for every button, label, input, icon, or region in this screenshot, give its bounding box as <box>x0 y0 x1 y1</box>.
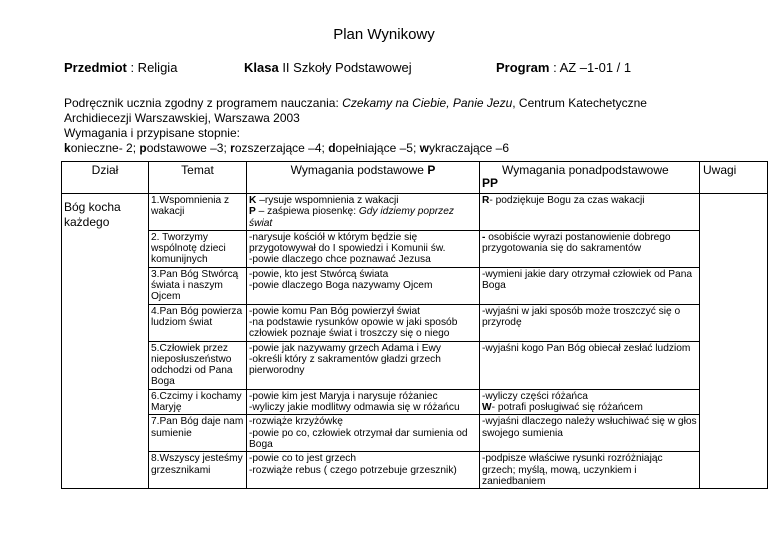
grade-text: opełniające –5; <box>335 141 420 155</box>
ponadpodstawowe-cell <box>480 230 700 267</box>
header-podstawowe <box>247 162 480 194</box>
grade-letter: w <box>419 141 429 155</box>
table-row <box>62 341 768 389</box>
podstawowe-cell: -powie co to jest grzech -rozwiąże rebus ( czego potrzebuje grzesznik) <box>247 452 480 489</box>
intro-block <box>64 96 754 156</box>
grade-code: P <box>249 206 256 218</box>
program-field <box>496 60 631 75</box>
header-ponadpodstawowe <box>480 162 700 194</box>
requirement-line: -wyliczy części różańca <box>482 390 588 402</box>
temat-cell: 8.Wszyscy jesteśmy grzesznikami <box>149 452 247 489</box>
class-label: Klasa <box>244 60 279 75</box>
requirement-line <box>249 195 477 206</box>
podstawowe-cell: -narysuje kościół w którym będzie się przygotowywał do I spowiedzi i Komunii św. -powie dlaczego chce poznawać Jezusa <box>247 230 480 267</box>
song-title: Gdy idziemy poprzez świat <box>249 206 454 229</box>
requirement-text: osobiście wyrazi postanowienie dobrego przygotowania się do sakramentów <box>482 231 671 255</box>
podstawowe-cell: -powie komu Pan Bóg powierzył świat -na podstawie rysunków opowie w jaki sposób człowiek poznaje świat i troszczy się o niego <box>247 304 480 341</box>
requirement-line <box>249 206 477 229</box>
requirement-text: - potrafi posługiwać się różańcem <box>491 402 643 414</box>
table-row <box>62 415 768 452</box>
ponadpodstawowe-cell: -podpisze właściwe rysunki rozróżniając grzech; myślą, mową, uczynkiem i zaniedbaniem <box>480 452 700 489</box>
requirement-text: - podziękuje Bogu za czas wakacji <box>489 195 645 206</box>
class-field <box>244 60 412 75</box>
ponadpodstawowe-cell: -wymieni jakie dary otrzymał człowiek od Pana Boga <box>480 267 700 304</box>
header-uwagi: Uwagi <box>700 162 768 194</box>
uwagi-cell <box>700 194 768 489</box>
ponadpodstawowe-cell <box>480 389 700 415</box>
publisher-line: Archidiecezji Warszawskiej, Warszawa 2003 <box>64 111 300 125</box>
podstawowe-cell <box>247 194 480 231</box>
podstawowe-cell: -powie jak nazywamy grzech Adama i Ewy -określi który z sakramentów gładzi grzech pierworodny <box>247 341 480 389</box>
textbook-suffix: , Centrum Katechetyczne <box>512 96 647 110</box>
table-row <box>62 389 768 415</box>
page-title: Plan Wynikowy <box>333 26 435 43</box>
subject-label: Przedmiot <box>64 60 127 75</box>
table-header-row <box>62 162 768 194</box>
temat-cell: 7.Pan Bóg daje nam sumienie <box>149 415 247 452</box>
ponadpodstawowe-cell <box>480 194 700 231</box>
grade-code: R <box>482 195 490 206</box>
temat-cell: 4.Pan Bóg powierza ludziom świat <box>149 304 247 341</box>
table-row <box>62 304 768 341</box>
requirement-text: – zaśpiewa piosenkę: <box>255 206 359 218</box>
podstawowe-cell: -powie, kto jest Stwórcą świata -powie dlaczego Boga nazywamy Ojcem <box>247 267 480 304</box>
grade-letter: p <box>139 141 147 155</box>
plan-table <box>61 161 768 489</box>
grade-code: K <box>249 195 257 206</box>
grade-code: W <box>482 402 492 414</box>
ponadpodstawowe-cell: -wyjaśni w jaki sposób może troszczyć się o przyrodę <box>480 304 700 341</box>
grade-text: ozszerzające –4; <box>234 141 329 155</box>
requirements-heading: Wymagania i przypisane stopnie: <box>64 126 240 140</box>
header-temat: Temat <box>149 162 247 194</box>
textbook-title: Czekamy na Ciebie, Panie Jezu <box>342 96 513 110</box>
header-ponad-text: Wymagania ponadpodstawowe <box>502 163 669 177</box>
table-row <box>62 452 768 489</box>
ponadpodstawowe-cell: -wyjaśni kogo Pan Bóg obiecał zesłać ludziom <box>480 341 700 389</box>
grade-code: - <box>482 231 486 243</box>
header-dzial: Dział <box>62 162 149 194</box>
ponadpodstawowe-cell: -wyjaśni dlaczego należy wsłuchiwać się w głos swojego sumienia <box>480 415 700 452</box>
header-ponad-code: PP <box>482 176 499 190</box>
podstawowe-cell: -rozwiąże krzyżówkę -powie po co, człowiek otrzymał dar sumienia od Boga <box>247 415 480 452</box>
class-value: II Szkoły Podstawowej <box>278 60 412 75</box>
temat-cell: 1.Wspomnienia z wakacji <box>149 194 247 231</box>
program-value: : AZ –1-01 / 1 <box>549 60 632 75</box>
textbook-line <box>64 96 754 111</box>
podstawowe-cell: -powie kim jest Maryja i narysuje różaniec -wyliczy jakie modlitwy odmawia się w różańcu <box>247 389 480 415</box>
requirement-line <box>482 402 697 413</box>
program-label: Program <box>496 60 550 75</box>
table-row <box>62 230 768 267</box>
textbook-prefix: Podręcznik ucznia zgodny z programem nauczania: <box>64 96 343 110</box>
grade-letter: k <box>64 141 71 155</box>
dzial-cell: Bóg kocha każdego <box>62 194 149 489</box>
grade-text: onieczne- 2; <box>70 141 140 155</box>
subject-value: : Religia <box>126 60 178 75</box>
temat-cell: 3.Pan Bóg Stwórcą świata i naszym Ojcem <box>149 267 247 304</box>
grades-line <box>64 141 754 156</box>
table-row <box>62 267 768 304</box>
grade-letter: r <box>230 141 235 155</box>
grade-text: odstawowe –3; <box>146 141 231 155</box>
subject-field <box>64 60 177 75</box>
requirement-text: –rysuje wspomnienia z wakacji <box>256 195 399 206</box>
temat-cell: 5.Człowiek przez nieposłuszeństwo odchodzi od Pana Boga <box>149 341 247 389</box>
temat-cell: 6.Czcimy i kochamy Maryję <box>149 389 247 415</box>
table-row <box>62 194 768 231</box>
grade-letter: d <box>328 141 336 155</box>
header-podstawowe-text: Wymagania podstawowe <box>290 163 428 177</box>
header-podstawowe-code: P <box>427 163 436 177</box>
grade-text: ykraczające –6 <box>428 141 510 155</box>
temat-cell: 2. Tworzymy wspólnotę dzieci komunijnych <box>149 230 247 267</box>
